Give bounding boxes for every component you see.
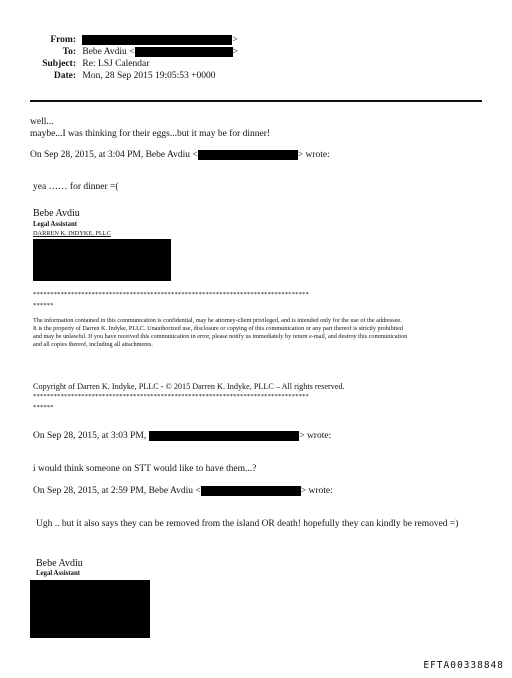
- disclaimer-line-2: It is the property of Darren K. Indyke, PLLC. Unauthorized use, disclosure or copying of this communication or any part thereof is strictly prohibited: [33, 325, 403, 332]
- quote1-suffix: > wrote:: [297, 150, 330, 160]
- subject-label: Subject:: [42, 59, 76, 69]
- quote1-redaction: [198, 150, 298, 160]
- stars-divider-1: ********************************************************************************: [33, 291, 309, 298]
- stars-short-2: ******: [33, 404, 54, 411]
- document-id: EFTA00338848: [423, 660, 504, 671]
- from-redaction: [82, 35, 232, 45]
- quote-header-3: [33, 485, 333, 497]
- stars-divider-2: ********************************************************************************: [33, 393, 309, 400]
- quote-header-2: [33, 430, 331, 442]
- subject-value: Re: LSJ Calendar: [82, 59, 150, 69]
- quote3-suffix: > wrote:: [300, 486, 333, 496]
- quote2-redaction: [149, 431, 299, 441]
- email-header: [40, 34, 238, 82]
- header-divider: [30, 100, 482, 102]
- disclaimer-line-4: and all copies thereof, including all attachments.: [33, 341, 153, 348]
- from-label: From:: [50, 35, 76, 45]
- signature-2-title: Legal Assistant: [36, 570, 80, 577]
- quote-header-1: [30, 149, 330, 161]
- message-2: i would think someone on STT would like to have them...?: [33, 464, 257, 474]
- signature-1-title: Legal Assistant: [33, 221, 77, 228]
- signature-2-name: Bebe Avdiu: [36, 558, 83, 569]
- to-label: To:: [62, 47, 76, 57]
- from-row: [40, 34, 238, 46]
- from-gt: >: [232, 35, 238, 45]
- date-value: Mon, 28 Sep 2015 19:05:53 +0000: [82, 71, 216, 81]
- date-row: [40, 70, 238, 82]
- body-line-2: maybe...I was thinking for their eggs...but it may be for dinner!: [30, 129, 271, 139]
- signature-1-firm: DARREN K. INDYKE, PLLC: [33, 230, 111, 237]
- message-3: Ugh .. but it also says they can be removed from the island OR death! hopefully they can kindly be removed =): [36, 519, 459, 529]
- to-value: Bebe Avdiu <: [82, 47, 135, 57]
- subject-row: [40, 58, 238, 70]
- message-1: yea …… for dinner =(: [33, 182, 119, 192]
- quote1-prefix: On Sep 28, 2015, at 3:04 PM, Bebe Avdiu <: [30, 150, 198, 160]
- stars-short-1: ******: [33, 302, 54, 309]
- quote3-redaction: [201, 486, 301, 496]
- disclaimer: [33, 317, 473, 349]
- signature-1-name: Bebe Avdiu: [33, 208, 80, 219]
- disclaimer-line-1: The information contained in this communication is confidential, may be attorney-client privileged, and is intended only for the use of the addressee.: [33, 317, 402, 324]
- quote3-prefix: On Sep 28, 2015, at 2:59 PM, Bebe Avdiu <: [33, 486, 201, 496]
- quote2-suffix: > wrote:: [299, 431, 332, 441]
- date-label: Date:: [53, 71, 76, 81]
- body-line-1: well...: [30, 117, 54, 127]
- signature-1-redaction: [33, 239, 171, 281]
- to-row: [40, 46, 238, 58]
- to-gt: >: [232, 47, 238, 57]
- disclaimer-line-3: and may be unlawful. If you have received this communication in error, please notify us immediately by return e-mail, and destroy this communication: [33, 333, 408, 340]
- signature-2-redaction: [30, 580, 150, 638]
- to-redaction: [135, 47, 233, 57]
- quote2-prefix: On Sep 28, 2015, at 3:03 PM,: [33, 431, 147, 441]
- copyright: Copyright of Darren K. Indyke, PLLC - © 2015 Darren K. Indyke, PLLC – All rights reserved.: [33, 382, 345, 391]
